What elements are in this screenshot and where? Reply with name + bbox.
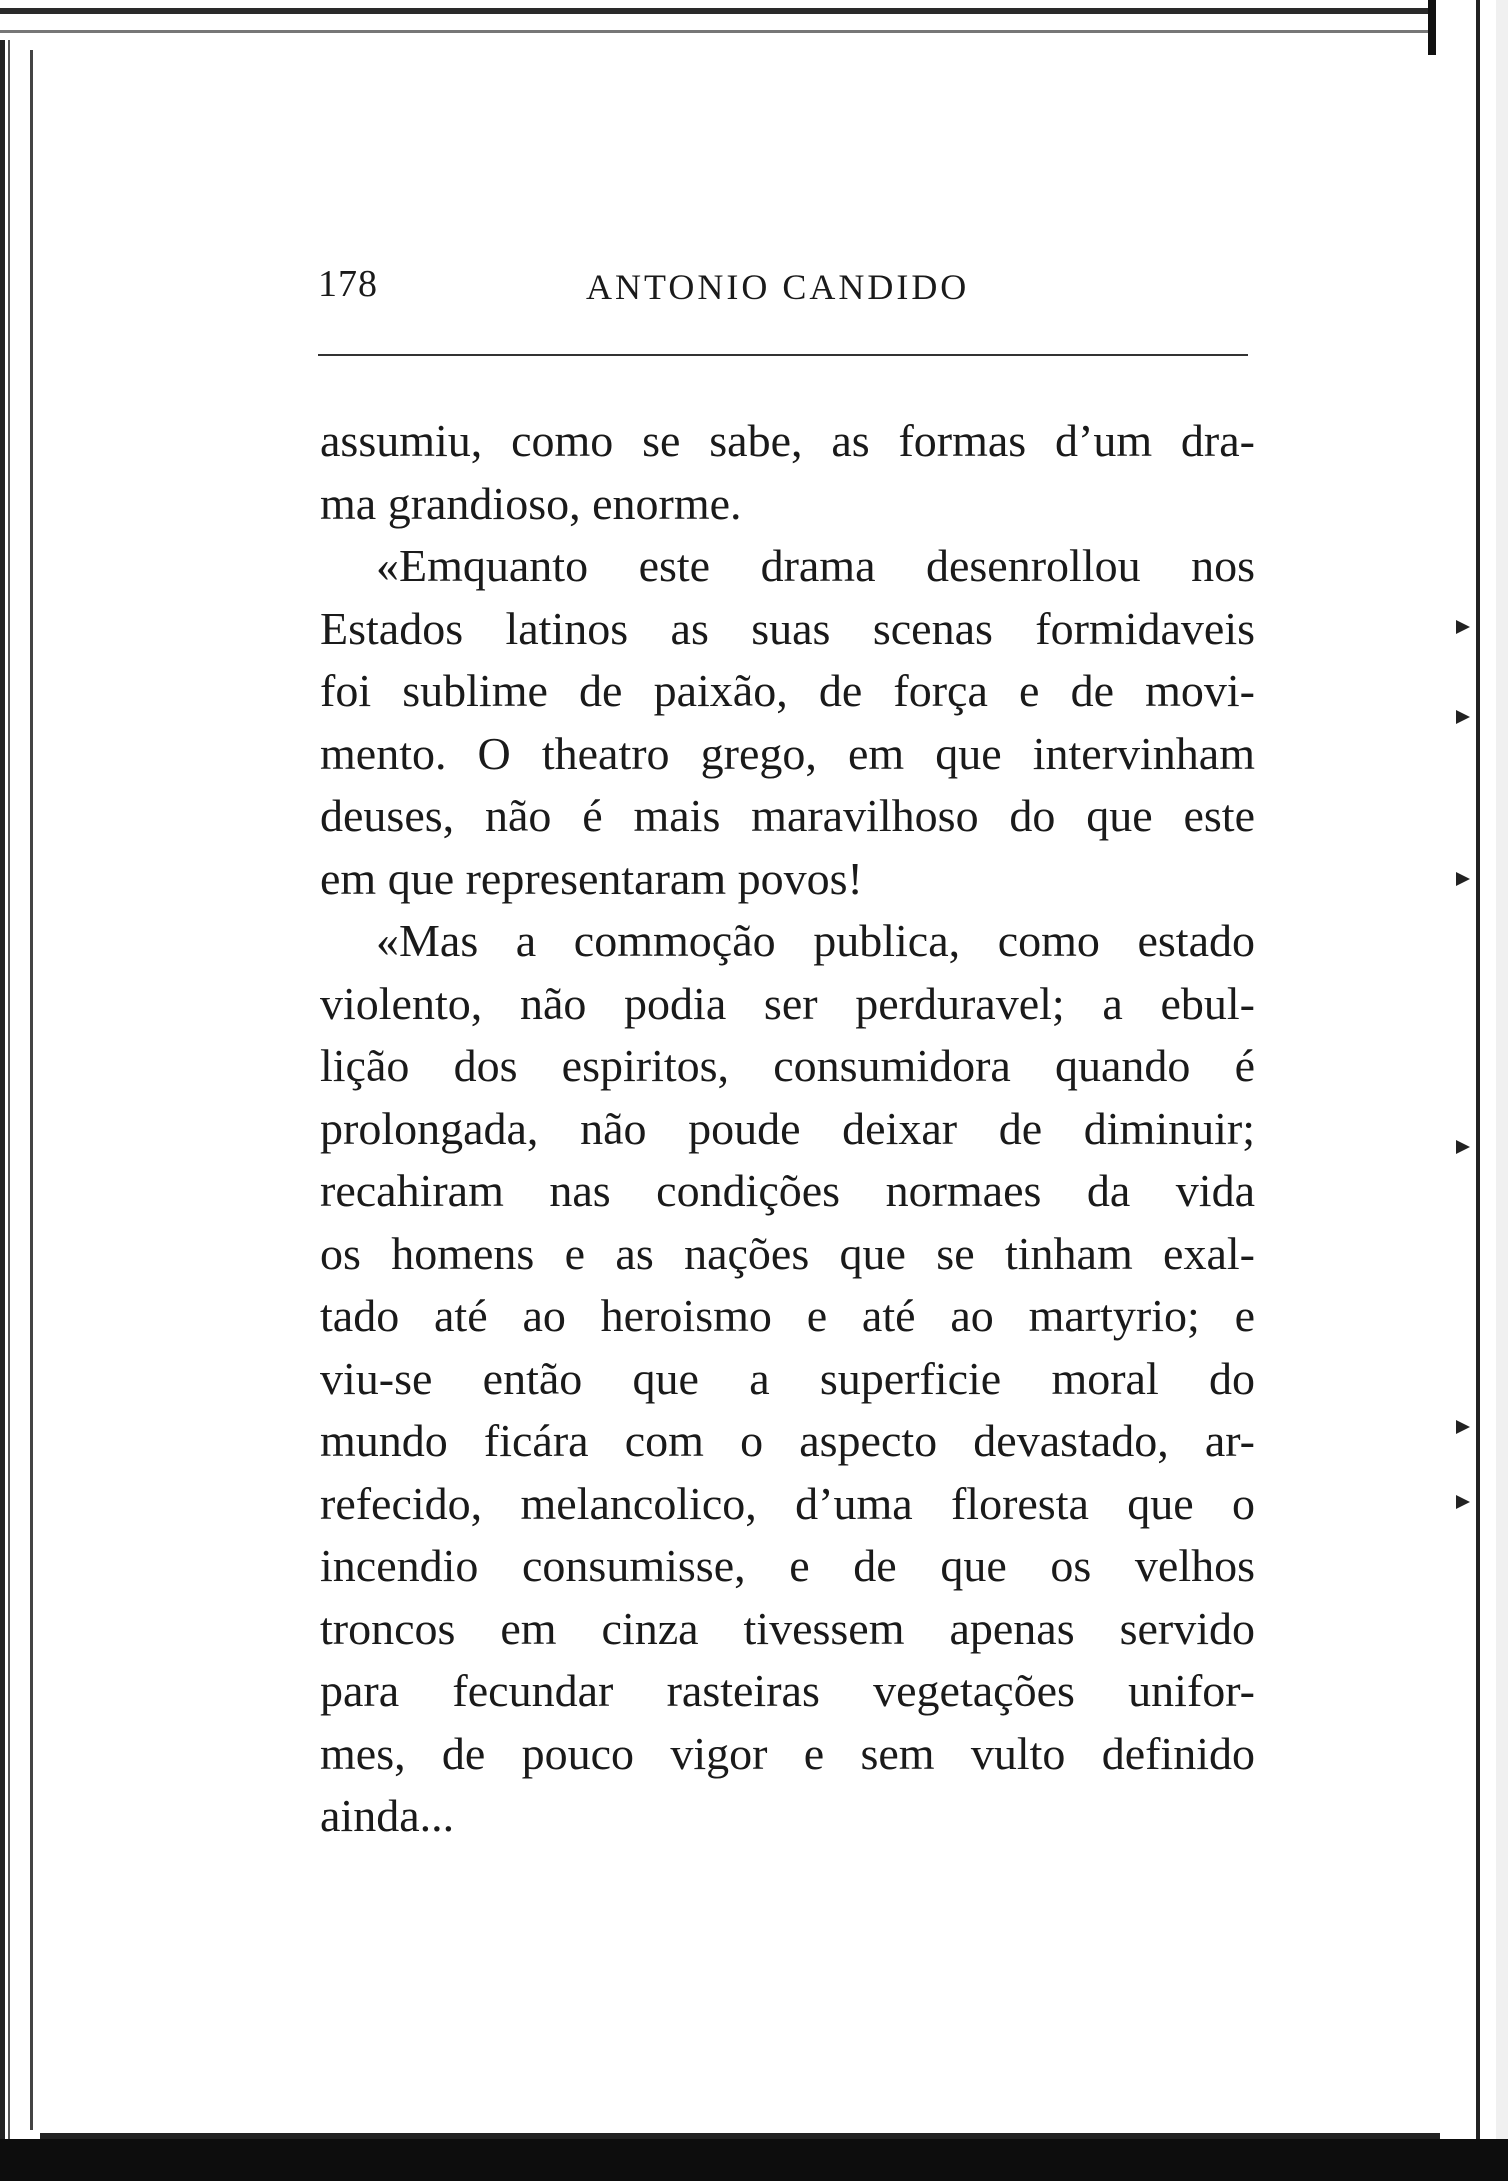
text-line: em que representaram povos! <box>320 852 863 904</box>
text-line: refecido, melancolico, d’uma floresta que o <box>320 1477 1255 1529</box>
text-line: mes, de pouco vigor e sem vulto definido <box>320 1727 1255 1779</box>
scan-left-margin-line <box>30 50 33 2130</box>
text-line: «Emquanto este drama desenrollou nos <box>376 540 1255 591</box>
text-line: incendio consumisse, e de que os velhos <box>320 1540 1255 1591</box>
scan-top-edge <box>0 0 1508 40</box>
scan-bottom-edge <box>0 2139 1508 2181</box>
scan-left-edge <box>0 40 10 2170</box>
text-line: lição dos espiritos, consumidora quando é <box>320 1040 1255 1091</box>
text-line: os homens e as nações que se tinham exal- <box>320 1227 1255 1279</box>
text-line: Estados latinos as suas scenas formidaveis <box>320 602 1255 654</box>
body-text <box>320 410 1255 1848</box>
text-line: troncos em cinza tivessem apenas servido <box>320 1602 1255 1654</box>
text-line: violento, não podia ser perduravel; a ebul- <box>320 977 1255 1029</box>
header-rule <box>318 354 1248 356</box>
scan-right-edge <box>1436 0 1508 2181</box>
text-line: deuses, não é mais maravilhoso do que este <box>320 790 1255 841</box>
text-line: tado até ao heroismo e até ao martyrio; e <box>320 1290 1255 1341</box>
text-line: para fecundar rasteiras vegetações unifor- <box>320 1665 1255 1716</box>
text-line: assumiu, como se sabe, as formas d’um dra- <box>320 415 1255 466</box>
text-line: prolongada, não poude deixar de diminuir; <box>320 1102 1255 1154</box>
text-line: recahiram nas condições normaes da vida <box>320 1165 1255 1216</box>
text-line: mento. O theatro grego, em que intervinham <box>320 727 1255 779</box>
text-line: foi sublime de paixão, de força e de movi- <box>320 665 1255 716</box>
text-line: mundo ficára com o aspecto devastado, ar- <box>320 1415 1255 1466</box>
text-line: «Mas a commoção publica, como estado <box>376 915 1255 966</box>
text-line: viu-se então que a superficie moral do <box>320 1352 1255 1404</box>
page-number: 178 <box>318 263 378 305</box>
running-title: ANTONIO CANDIDO <box>586 267 970 307</box>
text-line: ainda... <box>320 1790 455 1841</box>
text-line: ma grandioso, enorme. <box>320 477 742 529</box>
page-header <box>318 262 1248 312</box>
